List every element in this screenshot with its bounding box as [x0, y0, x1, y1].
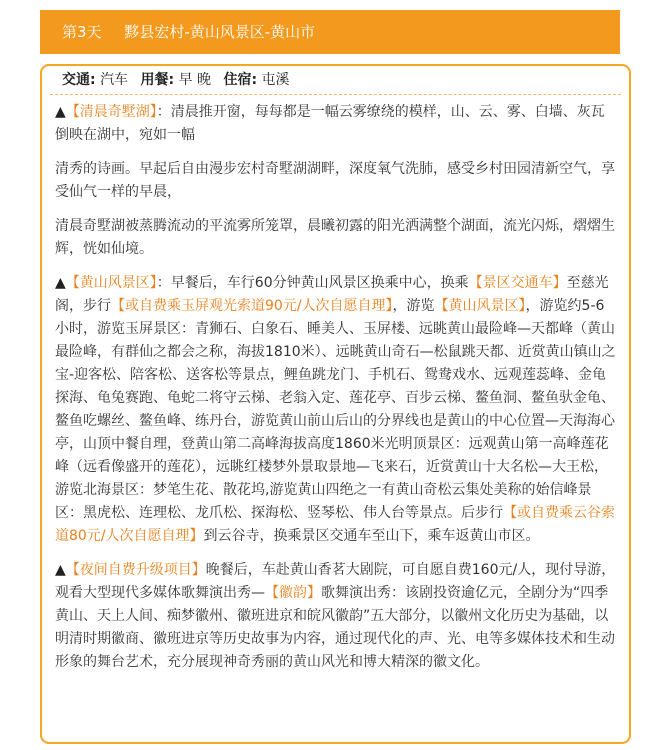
- paragraph-text: ，游览约5-6小时，游览玉屏景区：青狮石、白象石、睡美人、玉屏楼、远眺黄山最险峰—天都峰（黄山最险峰，有群仙之都会之称，海拔1810米）、远眺黄山奇石—松鼠跳天都、近赏黄山镇山之宝-迎客松、陪客松、送客松等景点，鲤鱼跳龙门、手机石、鸳鸯戏水、远观莲蕊峰、金龟探海、龟兔赛跑、龟蛇二将守云梯、老翁入定、莲花亭、百步云梯、鳌鱼洞、鳌鱼驮金龟、鳌鱼吃螺丝、鳌鱼峰、练丹台，游览黄山前山后山的分界线也是黄山的中心位置—天海海心亭，山顶中餐自理，登黄山第二高峰海拔高度1860米光明顶景区：远观黄山第一高峰莲花峰（远看像盛开的莲花），远眺红楼梦外景取景地—飞来石，近赏黄山十大名松—大王松，游览北海景区：梦笔生花、散花坞,游览黄山四绝之一有黄山奇松云集处美称的始信峰景区：黑虎松、连理松、龙爪松、探海松、竖琴松、伟人台等景点。后步行: [55, 298, 616, 521]
- transport-value: 汽车: [100, 72, 129, 88]
- paragraph-huangshan: [55, 272, 616, 548]
- paragraph-text: 晚餐后，车赴黄山香茗大剧院，可自愿自费160元/人，现付导游，观看大型现代多媒体歌舞演出秀—: [55, 562, 616, 601]
- paragraph-text: 到云谷寺，换乘景区交通车至山下，乘车返黄山市区。: [203, 528, 540, 544]
- tag-huiyun: 【徽韵】: [265, 585, 321, 601]
- transport-label: 交通:: [62, 72, 96, 88]
- paragraph-text: 清晨奇墅湖被蒸腾流动的平流雾所笼罩，晨曦初露的阳光洒满整个湖面，流光闪烁，熠熠生辉，恍如仙境。: [55, 218, 615, 257]
- meals-label: 用餐:: [140, 72, 175, 88]
- tag-night-upgrade: 【夜间自费升级项目】: [65, 562, 206, 578]
- itinerary-content: [42, 95, 629, 674]
- day-number: 第3天: [62, 23, 102, 41]
- day-route: 黟县宏村-黄山风景区-黄山市: [124, 23, 316, 41]
- tag-yungu-cableway: 【或自费乘云谷索道80元/人次自愿自理】: [55, 505, 615, 544]
- paragraph-fog: [55, 215, 616, 261]
- paragraph-morning-lake: [55, 101, 616, 147]
- day-header: [40, 10, 620, 54]
- triangle-marker-icon: ▲: [55, 104, 66, 120]
- tag-shuttle-bus: 【景区交通车】: [468, 275, 567, 291]
- lodging-value: 屯溪: [261, 72, 290, 88]
- paragraph-text: 歌舞演出秀：该剧投资逾亿元，全剧分为“四季黄山、天上人间、痴梦徽州、徽班进京和皖风徽韵”五大部分，以徽州文化历史为基础，以明清时期徽商、徽班进京等历史故事为内容，通过现代化的声、光、电等多媒体技术和生动形象的舞台艺术，充分展现神奇秀丽的黄山风光和博大精深的徽文化。: [55, 585, 615, 670]
- paragraph-text: ：早餐后，车行60分钟黄山风景区换乘中心，换乘: [156, 275, 469, 291]
- paragraph-poem: [55, 158, 616, 204]
- paragraph-text: 至慈光阁，步行: [55, 275, 609, 314]
- tag-yuping-cableway: 【或自费乘玉屏观光索道90元/人次自愿自理】: [111, 298, 393, 314]
- paragraph-text: 清秀的诗画。早起后自由漫步宏村奇墅湖湖畔，深度氧气洗肺，感受乡村田园清新空气，享受仙气一样的早晨，: [55, 161, 615, 200]
- paragraph-text: ：清晨推开窗，每每都是一幅云雾缭绕的模样，山、云、雾、白墙、灰瓦倒映在湖中，宛如一幅: [55, 104, 605, 143]
- itinerary-box: [40, 64, 631, 744]
- paragraph-night-show: [55, 559, 616, 674]
- lodging-label: 住宿:: [223, 72, 258, 88]
- triangle-marker-icon: ▲: [55, 275, 66, 291]
- tag-huangshan-scenic: 【黄山风景区】: [434, 298, 526, 314]
- tag-morning-lake: 【清晨奇墅湖】: [65, 104, 157, 120]
- meals-value: 早 晚: [178, 72, 212, 88]
- paragraph-text: ，游览: [392, 298, 435, 314]
- triangle-marker-icon: ▲: [55, 562, 66, 578]
- tag-huangshan: 【黄山风景区】: [65, 275, 157, 291]
- info-bar: [42, 66, 629, 94]
